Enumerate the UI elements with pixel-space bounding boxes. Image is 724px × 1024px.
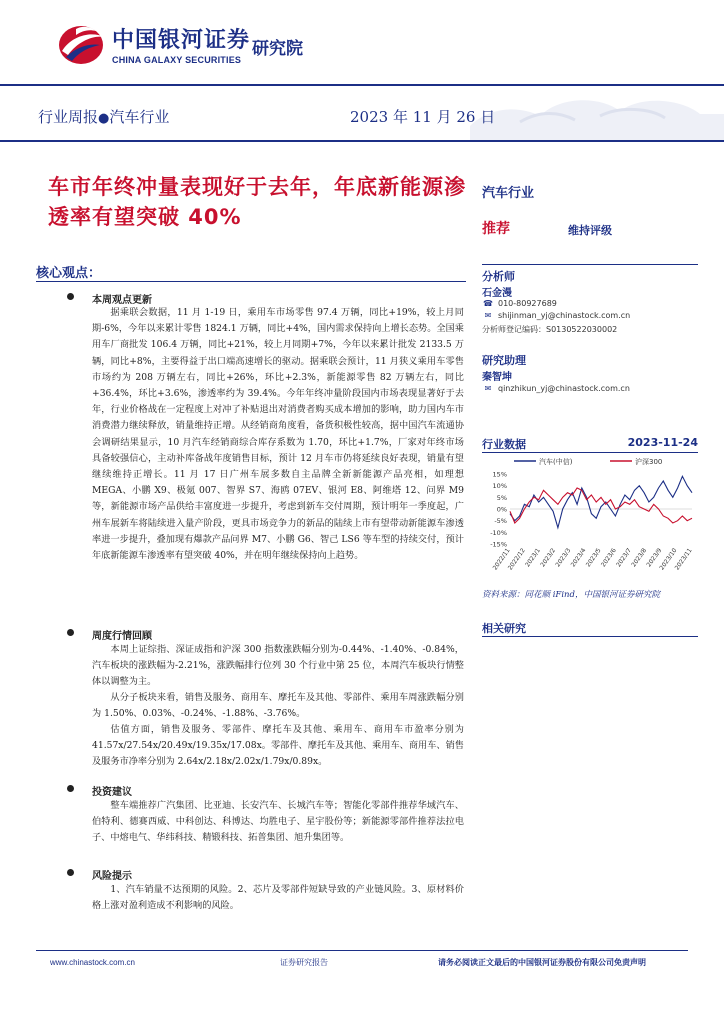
section-investment-title: 投资建议 [92, 787, 132, 798]
bullet-icon [66, 868, 76, 878]
section-weekly-view-title: 本周观点更新 [92, 295, 152, 306]
section-risk-text: 1、汽车销量不达预期的风险。2、芯片及零部件短缺导致的产业链风险。3、原材料价格上涨对盈利造成不利影响的风险。 [92, 884, 464, 912]
section-weekly-view-text: 据乘联会数据，11 月 1-19 日，乘用车市场零售 97.4 万辆，同比+19%，较上月同期-6%，今年以来累计零售 1824.1 万辆，同比+4%，国内需求保持向上增长态势。全国乘用车厂商批发 106.4 万辆，同比+21%，较上月同期+7%，今年以来累计批发 2133.5 万辆，同比+8%，主要得益于出口端高速增长的驱动。据乘联会预计，11 月狭义乘用车零售市场约为 208 万辆左右，同比+26%，环比+2.3%，新能源零售 82 万辆左右，同比+36.4%，环比+3.6%，渗透率约为 39.4%。今年年终冲量阶段国内市场表现显著好于去年，行业价格战在一定程度上对冲了补贴退出对消费者购买成本增加的影响，助力国内车市消费潜力继续释放，销量维持正增。从经销商角度看，备货积极性较高，据中国汽车流通协会调研结果显示，10 月汽车经销商综合库存系数为 1.70，环比+1.7%，厂家对年终市场具备较强信心，主动补库备战年度销售目标，预计 12 月车市仍将延续良好表现，销量有望继续维持正增长。11 月 17 日广州车展多数自主品牌全新新能源产品亮相，如理想 MEGA、小鹏 X9、极氪 007、智界 S7、海鸥 07EV、银河 E8、阿维塔 12、问界 M9 等，新能源市场产品供给丰富度进一步提升，考虑到新车交付周期，预计明年一季度起，广州车展新车将陆续进入量产阶段，更具市场竞争力的新品的陆续上市有望带动新能源车渗透率进一步提升，叠加现有爆款产品问界 M7、小鹏 G6、智己 LS6 等车型的持续交付，预计年底新能源车渗透率有望突破 40%，并在明年继续保持向上趋势。 [92, 307, 464, 562]
y-tick-label: -5% [494, 517, 507, 526]
footer-disclaimer: 请务必阅读正文最后的中国银河证券股份有限公司免责声明 [438, 958, 646, 967]
core-views-heading: 核心观点： [36, 266, 102, 281]
sidebar-divider [482, 264, 698, 265]
core-divider [36, 281, 466, 282]
institute-name: 研究院 [252, 39, 303, 59]
y-tick-label: 0% [496, 505, 507, 514]
report-type: 行业周报 [38, 108, 99, 126]
section-market-review-title: 周度行情回顾 [92, 631, 152, 642]
footer-website[interactable]: www.chinastock.com.cn [50, 958, 135, 967]
section-risk-title: 风险提示 [92, 871, 132, 882]
analyst-phone: 010-80927689 [498, 299, 557, 308]
x-tick-label: 2023/3 [554, 547, 573, 569]
sidebar-rating: 推荐 [482, 221, 510, 237]
report-date: 2023 年 11 月 26 日 [350, 108, 496, 126]
section-market-review-text-2: 从分子板块来看，销售及服务、商用车、摩托车及其他、零部件、乘用车周涨跌幅分别为 1.50%、0.03%、-0.24%、-1.88%、-3.76%。 [92, 692, 464, 720]
section-market-review-text-1: 本周上证综指、深证成指和沪深 300 指数涨跌幅分别为-0.44%、-1.40%、-0.84%，汽车板块的涨跌幅为-2.21%，涨跌幅排行位列 30 个行业中第 25 位，本周汽车板块行情整体以调整为主。 [92, 644, 464, 688]
bullet-dot-icon: ● [98, 111, 110, 126]
report-type-line [38, 106, 169, 127]
sidebar-industry: 汽车行业 [482, 186, 535, 201]
x-tick-label: 2023/7 [615, 547, 633, 569]
x-tick-label: 2023/4 [569, 547, 588, 569]
assistant-email[interactable]: qinzhikun_yj@chinastock.com.cn [498, 384, 630, 393]
chart-svg [480, 452, 700, 586]
analyst-email-row [482, 311, 698, 320]
report-banner [0, 84, 724, 142]
x-tick-label: 2023/10 [658, 547, 679, 572]
x-tick-label: 2023/2 [539, 547, 558, 569]
assistant-name: 秦智坤 [482, 372, 512, 383]
x-tick-label: 2023/6 [599, 547, 618, 569]
footer-divider [36, 950, 688, 951]
assistant-heading: 研究助理 [482, 354, 526, 367]
industry-tag: 汽车行业 [109, 108, 170, 126]
bullet-icon [66, 292, 76, 302]
related-divider [482, 636, 698, 637]
galaxy-logo-icon [56, 21, 106, 67]
analyst-phone-row [482, 299, 698, 308]
y-tick-label: 10% [492, 482, 507, 491]
sidebar-rating-note: 维持评级 [568, 224, 612, 237]
x-tick-label: 2023/1 [524, 547, 542, 569]
email-icon: ✉ [484, 384, 492, 393]
y-tick-label: 15% [492, 470, 507, 479]
section-market-review-text-3: 估值方面，销售及服务、零部件、摩托车及其他、乘用车、商用车市盈率分别为 41.57x/27.54x/20.49x/19.35x/17.08x。零部件、摩托车及其他、乘用车、商用车、销售及服务市净率分别为 2.64x/2.18x/2.02x/1.79x/0.89x。 [92, 724, 464, 768]
chart-source: 资料来源：同花顺 iFind，中国银河证券研究院 [482, 590, 660, 600]
x-tick-label: 2023/9 [645, 547, 664, 569]
analyst-email[interactable]: shijinman_yj@chinastock.com.cn [498, 311, 631, 320]
legend-label-0: 汽车(中信) [539, 458, 573, 466]
footer-center: 证券研究报告 [280, 958, 328, 967]
analyst-cert: 分析师登记编码：S0130522030002 [482, 325, 618, 334]
logo-chinese-name: 中国银河证券 [112, 28, 251, 53]
market-data-date: 2023-11-24 [627, 436, 698, 449]
x-tick-label: 2023/5 [584, 547, 603, 569]
bullet-icon [66, 784, 76, 794]
legend-label-1: 沪深300 [635, 458, 663, 466]
bullet-icon [66, 628, 76, 638]
report-title: 车市年终冲量表现好于去年，年底新能源渗透率有望突破 40% [48, 175, 466, 229]
series-line-1 [510, 488, 692, 523]
section-investment-text: 整车端推荐广汽集团、比亚迪、长安汽车、长城汽车等；智能化零部件推荐华域汽车、伯特利、德赛西威、中科创达、科博达、均胜电子、星宇股份等；新能源零部件推荐法拉电子、中熔电气、华纬科技、精锻科技、拓普集团、旭升集团等。 [92, 800, 464, 844]
market-data-heading: 行业数据 [482, 438, 526, 451]
industry-chart [480, 452, 700, 592]
series-line-0 [510, 476, 692, 527]
x-tick-label: 2023/8 [630, 547, 649, 569]
phone-icon: ☎ [483, 299, 493, 308]
analyst-heading: 分析师 [482, 270, 515, 283]
related-research-heading: 相关研究 [482, 622, 526, 635]
y-tick-label: 5% [496, 493, 507, 502]
y-tick-label: -15% [490, 540, 507, 549]
y-tick-label: -10% [490, 528, 507, 537]
x-tick-label: 2023/11 [673, 547, 694, 572]
logo-english-name: CHINA GALAXY SECURITIES [112, 55, 242, 65]
email-icon: ✉ [484, 311, 492, 320]
analyst-name: 石金漫 [482, 288, 512, 299]
assistant-email-row [482, 384, 698, 393]
x-tick-label: 2022/12 [506, 547, 527, 572]
x-tick-label: 2022/11 [491, 547, 512, 572]
brand-logo [56, 20, 250, 68]
